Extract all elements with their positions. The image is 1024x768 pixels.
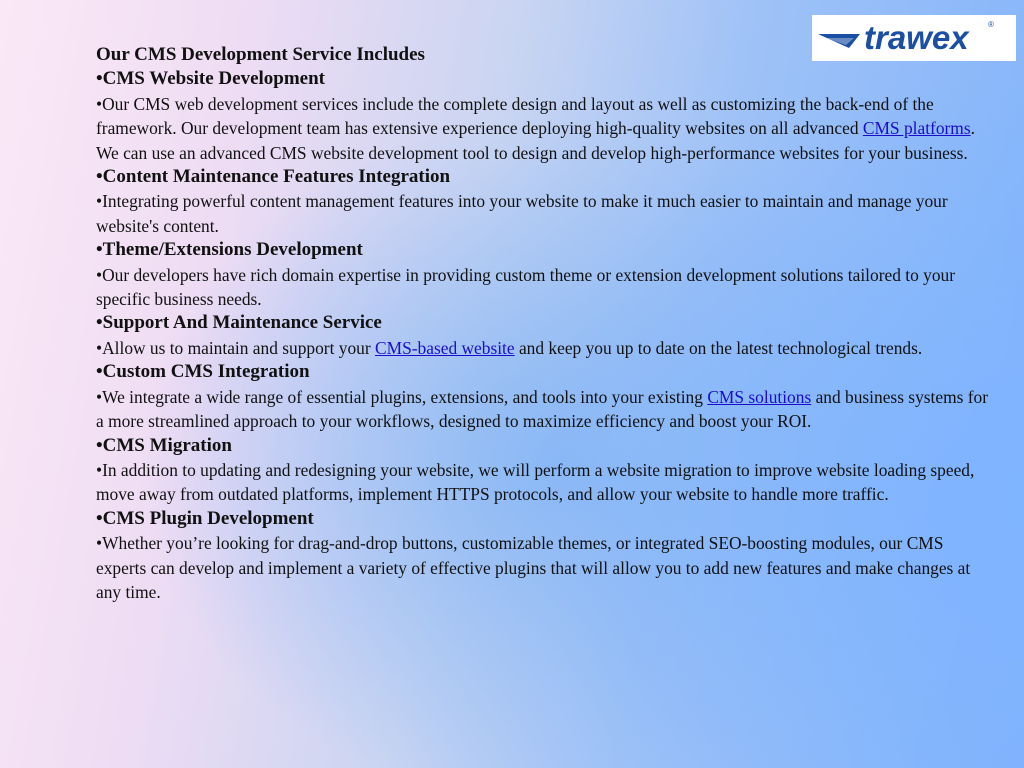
bullet: • (96, 191, 103, 212)
section-body: •Whether you’re looking for drag-and-drop buttons, customizable themes, or integrated SEO-boosting modules, our CMS experts can develop and implement a variety of effective plugins that will allow you to add new features and make changes at any time. (96, 533, 971, 602)
section-body: •In addition to updating and redesigning your website, we will perform a website migration to improve website loading speed, move away from outdated platforms, implement HTTPS protocols, and allow your website to handle more traffic. (96, 459, 975, 505)
bullet: • (96, 459, 103, 480)
section-title: •CMS Migration (96, 434, 232, 456)
section-title: •CMS Plugin Development (96, 507, 314, 529)
bullet: • (96, 93, 103, 114)
section-title: •CMS Website Development (96, 68, 326, 90)
section-title: •Theme/Extensions Development (96, 239, 363, 261)
section-title: •Support And Maintenance Service (96, 312, 382, 334)
bullet: • (96, 239, 103, 261)
bullet: • (96, 507, 103, 529)
content-body (96, 43, 994, 604)
section-body: •Integrating powerful content management features into your website to make it much easier to maintain and manage your website's content. (96, 191, 948, 236)
section-body: •Allow us to maintain and support your CMS-based website and keep you up to date on the latest technological trends. (96, 337, 923, 358)
bullet: • (96, 166, 103, 188)
cms-solutions-link[interactable]: CMS solutions (707, 386, 812, 407)
bullet: • (96, 361, 103, 383)
section-title: •Custom CMS Integration (96, 361, 310, 383)
logo-wordmark: trawex (864, 19, 969, 56)
cms-based-website-link[interactable]: CMS-based website (375, 337, 515, 358)
page-heading: Our CMS Development Service Includes (96, 44, 425, 65)
bullet: • (96, 68, 103, 90)
bullet: • (96, 312, 103, 334)
bullet: • (96, 386, 103, 407)
bullet: • (96, 533, 103, 554)
section-body: •Our CMS web development services include the complete design and layout as well as customizing the back-end of the framework. Our development team has extensive experience deploying high-quality websites on all advanced CMS platforms. We can use an advanced CMS website development tool to design and develop high-performance websites for your business. (96, 93, 975, 163)
cms-platforms-link[interactable]: CMS platforms (862, 118, 971, 139)
bullet: • (96, 434, 103, 456)
section-title: •Content Maintenance Features Integration (96, 166, 451, 188)
trademark-mark: ® (988, 20, 994, 29)
bullet: • (96, 264, 103, 285)
bullet: • (96, 337, 103, 358)
section-body: •Our developers have rich domain expertise in providing custom theme or extension development solutions tailored to your specific business needs. (96, 264, 955, 310)
section-body: •We integrate a wide range of essential plugins, extensions, and tools into your existing CMS solutions and business systems for a more streamlined approach to your workflows, designed to maximize efficiency and boost your ROI. (96, 386, 989, 432)
